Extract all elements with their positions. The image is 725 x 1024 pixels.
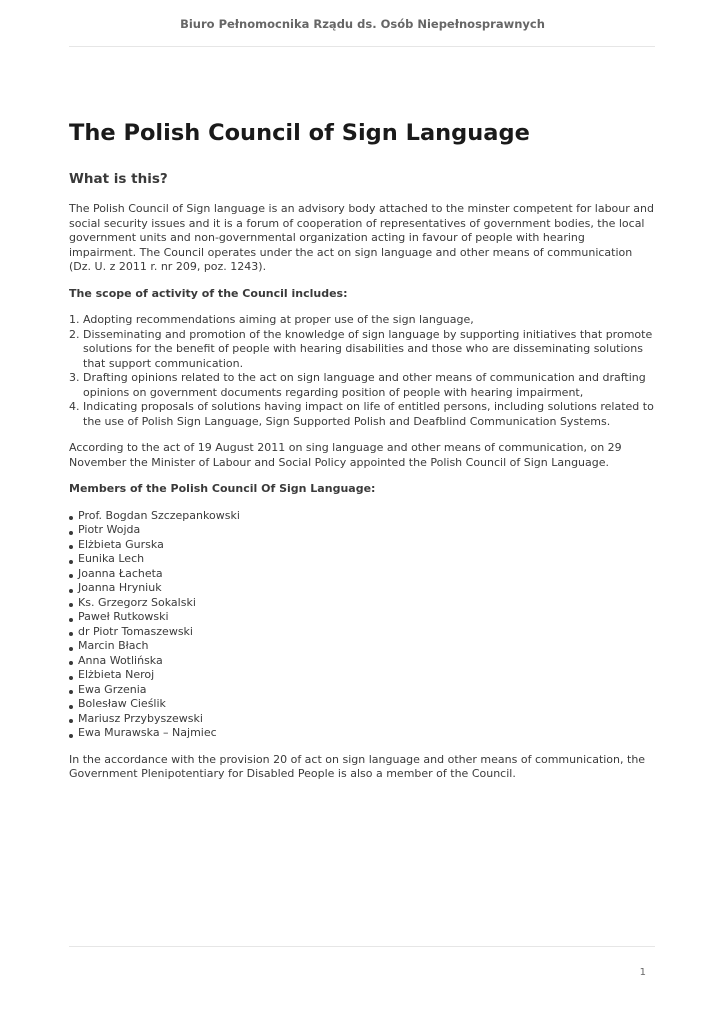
member-item: Bolesław Cieślik: [69, 697, 655, 712]
document-body: [69, 118, 655, 794]
member-item: Elżbieta Gurska: [69, 538, 655, 553]
member-item: Piotr Wojda: [69, 523, 655, 538]
page-header: Biuro Pełnomocnika Rządu ds. Osób Niepełnosprawnych: [180, 17, 545, 31]
member-item: Joanna Hryniuk: [69, 581, 655, 596]
member-item: Marcin Błach: [69, 639, 655, 654]
scope-list: [69, 313, 655, 429]
member-item: Joanna Łacheta: [69, 567, 655, 582]
closing-paragraph: In the accordance with the provision 20 of act on sign language and other means of communication, the Government Plenipotentiary for Disabled People is also a member of the Council.: [69, 752, 646, 780]
member-item: Prof. Bogdan Szczepankowski: [69, 509, 655, 524]
member-item: Ewa Murawska – Najmiec: [69, 726, 655, 741]
member-item: Ks. Grzegorz Sokalski: [69, 596, 655, 611]
member-item: Elżbieta Neroj: [69, 668, 655, 683]
scope-item: 3. Drafting opinions related to the act on sign language and other means of communication and drafting opinions on government documents regarding position of people with hearing impairment,: [83, 371, 655, 400]
member-item: Anna Wotlińska: [69, 654, 655, 669]
member-item: dr Piotr Tomaszewski: [69, 625, 655, 640]
member-item: Mariusz Przybyszewski: [69, 712, 655, 727]
page-number: 1: [639, 967, 646, 978]
member-item: Paweł Rutkowski: [69, 610, 655, 625]
scope-item: 4. Indicating proposals of solutions having impact on life of entitled persons, including solutions related to the use of Polish Sign Language, Sign Supported Polish and Deafblind Communication Systems.: [83, 400, 655, 429]
members-heading: Members of the Polish Council Of Sign Language:: [69, 482, 376, 495]
footer-divider: [69, 946, 655, 947]
members-list: [69, 509, 655, 741]
member-item: Eunika Lech: [69, 552, 655, 567]
scope-heading: The scope of activity of the Council includes:: [69, 286, 348, 300]
header-divider: [69, 46, 655, 47]
page-title: The Polish Council of Sign Language: [69, 120, 530, 146]
member-item: Ewa Grzenia: [69, 683, 655, 698]
scope-item: 2. Disseminating and promotion of the knowledge of sign language by supporting initiatives that promote solutions for the benefit of people with hearing disabilities and those who are disseminating solutions that support communication.: [83, 328, 655, 372]
appointment-paragraph: According to the act of 19 August 2011 on sing language and other means of communication, on 29 November the Minister of Labour and Social Policy appointed the Polish Council of Sign Language.: [69, 441, 622, 469]
intro-paragraph: The Polish Council of Sign language is an advisory body attached to the minster competent for labour and social security issues and it is a forum of cooperation of representatives of government bodies, the local government units and non-governmental organization acting in favour of people with hearing impairment. The Council operates under the act on sign language and other means of communication (Dz. U. z 2011 r. nr 209, poz. 1243).: [69, 202, 654, 273]
section-heading: What is this?: [69, 171, 168, 187]
scope-item: 1. Adopting recommendations aiming at proper use of the sign language,: [83, 313, 655, 328]
